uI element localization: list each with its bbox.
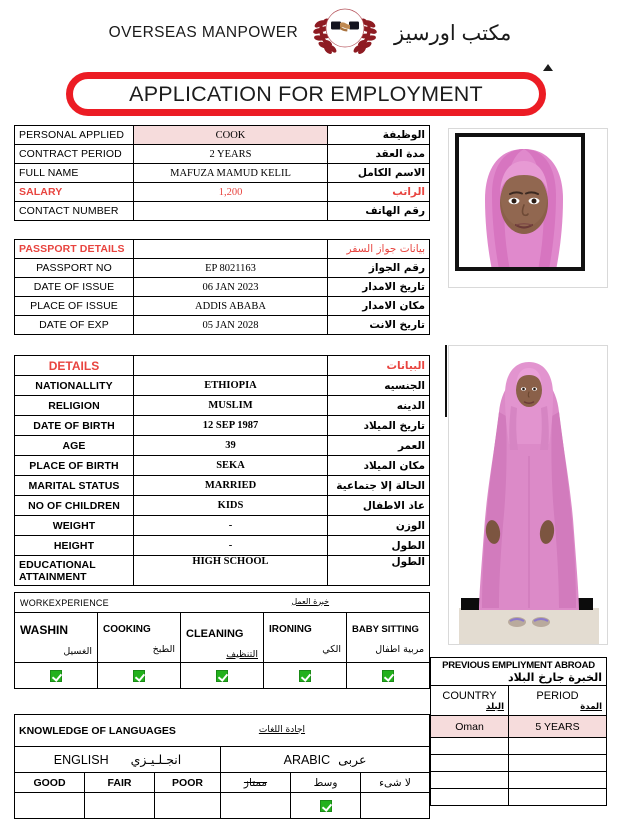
languages-title-cell [15, 715, 430, 747]
row-label-line2: ATTAINMENT [19, 570, 87, 583]
language-level-checkbox-cell [291, 793, 361, 819]
language-english-label: ENGLISH [53, 753, 109, 767]
work-experience-title-cell [15, 593, 430, 613]
table-row [15, 536, 430, 556]
table-row [15, 126, 430, 145]
row-value: ETHIOPIA [134, 376, 328, 396]
work-experience-header-row [15, 613, 430, 663]
checkbox-checked-icon[interactable] [382, 670, 394, 682]
language-arabic-cell [221, 747, 430, 773]
work-experience-checkbox-cell [181, 663, 264, 689]
skill-label-en: COOKING [103, 624, 151, 635]
language-level-checkbox-cell [221, 793, 291, 819]
row-label [15, 556, 134, 586]
personal-info-details-table [14, 355, 430, 586]
row-label-arabic: الدينه [328, 396, 430, 416]
languages-check-row [15, 793, 430, 819]
skill-label-ar: الكي [322, 644, 341, 655]
row-label-arabic: عاد الاطفال [328, 496, 430, 516]
work-experience-check-row [15, 663, 430, 689]
column-header-country-ar: البلد [486, 701, 504, 712]
work-experience-skill-cell [98, 613, 181, 663]
languages-title-arabic: اجادة اللغات [258, 724, 306, 735]
previous-employment-country [431, 738, 509, 755]
row-label-arabic: الطول [328, 556, 430, 586]
work-experience-skill-cell [264, 613, 347, 663]
row-label: DATE OF ISSUE [15, 278, 134, 297]
row-label-arabic: مدة العقد [328, 145, 430, 164]
previous-employment-period [509, 772, 607, 789]
applicant-full-body-photo [448, 345, 608, 645]
passport-details-table [14, 239, 430, 335]
row-label: FULL NAME [15, 164, 134, 183]
row-label-arabic: الوزن [328, 516, 430, 536]
personal-table-body [15, 126, 430, 221]
table-row [15, 278, 430, 297]
row-label-arabic: الطول [328, 536, 430, 556]
page-header [0, 0, 620, 66]
row-value: 1,200 [134, 183, 328, 202]
language-level-label: FAIR [85, 773, 155, 793]
row-label-arabic: رقم الهاتف [328, 202, 430, 221]
row-value: 05 JAN 2028 [134, 316, 328, 335]
details-section-spacer [134, 356, 328, 376]
table-row [15, 164, 430, 183]
languages-title-en: KNOWLEDGE OF LANGUAGES [19, 724, 176, 737]
row-label: AGE [15, 436, 134, 456]
skill-label-ar: الطبخ [152, 644, 175, 655]
row-label-arabic: مكان الميلاد [328, 456, 430, 476]
row-label-arabic: رقم الجواز [328, 259, 430, 278]
column-header-period-ar: المدة [580, 701, 603, 712]
row-label: NATIONALLITY [15, 376, 134, 396]
table-row [15, 456, 430, 476]
language-level-checkbox-cell [15, 793, 85, 819]
previous-employment-country [431, 789, 509, 806]
table-row [15, 145, 430, 164]
table-row [15, 259, 430, 278]
row-label-arabic: الجنسيه [328, 376, 430, 396]
previous-employment-header-row [431, 686, 607, 716]
work-experience-body [15, 593, 430, 689]
work-experience-checkbox-cell [98, 663, 181, 689]
handshake-laurel-logo-icon [310, 4, 380, 62]
applicant-passport-photo [448, 128, 608, 288]
skill-label-en: CLEANING [186, 627, 244, 640]
row-value: MUSLIM [134, 396, 328, 416]
row-label: PERSONAL APPLIED [15, 126, 134, 145]
passport-photo-border [455, 133, 585, 271]
details-section-label: DETAILS [15, 356, 134, 376]
row-label-arabic: الاسم الكامل [328, 164, 430, 183]
checkbox-checked-icon[interactable] [216, 670, 228, 682]
row-label-arabic: العمر [328, 436, 430, 456]
table-row [15, 556, 430, 586]
languages-body [15, 715, 430, 819]
brand-name-english: OVERSEAS MANPOWER [108, 24, 299, 41]
row-label: CONTRACT PERIOD [15, 145, 134, 164]
row-label: MARITAL STATUS [15, 476, 134, 496]
work-experience-checkbox-cell [15, 663, 98, 689]
language-english-cell [15, 747, 221, 773]
language-level-label-arabic: وسط [291, 773, 361, 793]
table-row [15, 476, 430, 496]
languages-level-row [15, 773, 430, 793]
passport-table-body [15, 240, 430, 335]
brand-name-arabic: مكتب اورسيز [394, 21, 512, 45]
language-level-checkbox-cell [85, 793, 155, 819]
row-label: PLACE OF ISSUE [15, 297, 134, 316]
table-row [15, 496, 430, 516]
row-value: - [134, 516, 328, 536]
language-level-label-arabic: لا شىء [361, 773, 430, 793]
table-row [431, 789, 607, 806]
skill-label-en: WASHIN [20, 622, 68, 637]
row-label: WEIGHT [15, 516, 134, 536]
work-experience-skill-cell [15, 613, 98, 663]
details-table-body [15, 356, 430, 586]
row-value: SEKA [134, 456, 328, 476]
language-level-label: POOR [155, 773, 221, 793]
table-row [15, 436, 430, 456]
row-value: - [134, 536, 328, 556]
table-section-header-row [15, 356, 430, 376]
checkbox-checked-icon[interactable] [133, 670, 145, 682]
column-header-country-en: COUNTRY [442, 689, 497, 702]
details-section-label-arabic: البيانات [328, 356, 430, 376]
column-header-period [509, 686, 607, 716]
work-experience-skill-cell [347, 613, 430, 663]
table-row [15, 202, 430, 221]
skill-label-ar: التنظيف [226, 648, 258, 660]
previous-employment-title-en: PREVIOUS EMPLIYMENT ABROAD [442, 659, 595, 671]
skill-label-ar: الغسيل [63, 645, 92, 657]
skill-label-en: IRONING [269, 624, 312, 635]
checkbox-checked-icon[interactable] [320, 800, 332, 812]
personal-details-table [14, 125, 430, 221]
row-label: PLACE OF BIRTH [15, 456, 134, 476]
row-label: HEIGHT [15, 536, 134, 556]
language-arabic-label-arabic: عربى [338, 752, 367, 767]
row-label-arabic: تاريخ الامدار [328, 278, 430, 297]
skill-label-en: BABY SITTING [352, 624, 419, 635]
row-value: 06 JAN 2023 [134, 278, 328, 297]
language-level-label: GOOD [15, 773, 85, 793]
language-level-checkbox-cell [155, 793, 221, 819]
table-row [431, 716, 607, 738]
row-label: CONTACT NUMBER [15, 202, 134, 221]
previous-employment-country [431, 755, 509, 772]
table-row [15, 416, 430, 436]
table-row [431, 738, 607, 755]
row-label-line1: EDUCATIONAL [19, 558, 96, 571]
full-body-photo-image [449, 346, 608, 645]
table-row [15, 316, 430, 335]
table-row [15, 516, 430, 536]
work-experience-title-arabic: خبرة العمل [291, 596, 330, 606]
previous-employment-title-ar: الخبرة جارخ البلاد [507, 670, 603, 684]
row-label-arabic: الراتب [328, 183, 430, 202]
table-row [15, 396, 430, 416]
previous-employment-period [509, 755, 607, 772]
passport-section-label-arabic: بيانات جواز السفر [328, 240, 430, 259]
row-value: MARRIED [134, 476, 328, 496]
table-row [15, 297, 430, 316]
previous-employment-country [431, 772, 509, 789]
language-english-label-arabic: انجـلـيـزي [130, 752, 182, 767]
row-value: 39 [134, 436, 328, 456]
row-label-arabic: الحالة إلا جتماعية [328, 476, 430, 496]
work-experience-skill-cell [181, 613, 264, 663]
vertical-divider [445, 345, 447, 417]
checkbox-checked-icon[interactable] [50, 670, 62, 682]
previous-employment-title-cell [431, 658, 607, 686]
knowledge-of-languages-table [14, 714, 430, 819]
page-title-banner [66, 72, 546, 116]
previous-employment-period: 5 YEARS [509, 716, 607, 738]
row-label: PASSPORT NO [15, 259, 134, 278]
table-row [431, 772, 607, 789]
previous-employment-body [431, 658, 607, 806]
row-value: 2 YEARS [134, 145, 328, 164]
caret-up-icon [543, 64, 553, 71]
skill-label-ar: مربية اطفال [375, 644, 425, 655]
column-header-country [431, 686, 509, 716]
row-label: RELIGION [15, 396, 134, 416]
row-label: SALARY [15, 183, 134, 202]
language-arabic-label: ARABIC [283, 753, 331, 767]
languages-title-row [15, 715, 430, 747]
table-row [431, 755, 607, 772]
row-label: DATE OF EXP [15, 316, 134, 335]
passport-section-spacer [134, 240, 328, 259]
language-level-checkbox-cell [361, 793, 430, 819]
row-value: HIGH SCHOOL [134, 556, 328, 586]
work-experience-title: WORKEXPERIENCE [20, 597, 109, 608]
row-label-arabic: الوظيفة [328, 126, 430, 145]
row-value: EP 8021163 [134, 259, 328, 278]
row-value [134, 202, 328, 221]
previous-employment-abroad-table [430, 657, 607, 806]
passport-section-label: PASSPORT DETAILS [15, 240, 134, 259]
previous-employment-country: Oman [431, 716, 509, 738]
previous-employment-period [509, 738, 607, 755]
work-experience-table [14, 592, 430, 689]
table-row [15, 376, 430, 396]
row-label: NO OF CHILDREN [15, 496, 134, 516]
row-value: COOK [134, 126, 328, 145]
row-label: DATE OF BIRTH [15, 416, 134, 436]
work-experience-title-row [15, 593, 430, 613]
row-label-arabic: تاريخ الانت [328, 316, 430, 335]
row-value: MAFUZA MAMUD KELIL [134, 164, 328, 183]
row-label-arabic: مكان الامدار [328, 297, 430, 316]
languages-name-row [15, 747, 430, 773]
table-section-header-row [15, 240, 430, 259]
table-row [15, 183, 430, 202]
row-value: 12 SEP 1987 [134, 416, 328, 436]
column-header-period-en: PERIOD [536, 689, 579, 702]
work-experience-checkbox-cell [347, 663, 430, 689]
row-value: KIDS [134, 496, 328, 516]
previous-employment-period [509, 789, 607, 806]
checkbox-checked-icon[interactable] [299, 670, 311, 682]
language-level-label-arabic: ممتاز [221, 773, 291, 793]
page-title: APPLICATION FOR EMPLOYMENT [129, 81, 483, 106]
work-experience-checkbox-cell [264, 663, 347, 689]
passport-photo-image [459, 137, 585, 271]
row-value: ADDIS ABABA [134, 297, 328, 316]
row-label-arabic: تاريخ الميلاد [328, 416, 430, 436]
previous-employment-title-row [431, 658, 607, 686]
